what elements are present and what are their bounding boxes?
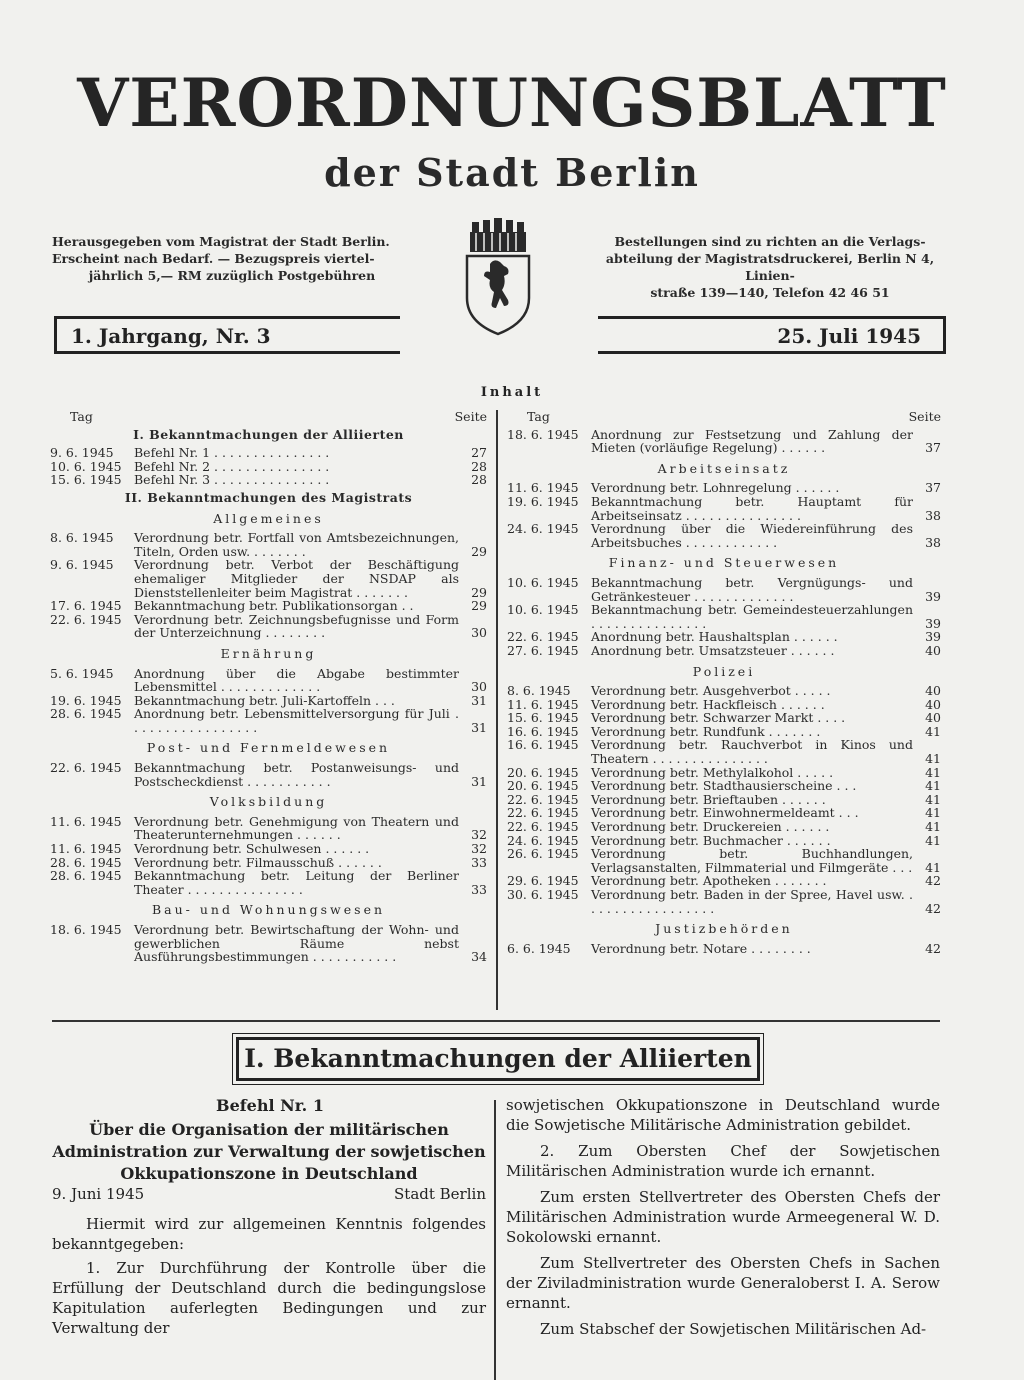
- toc-entry: [50, 667, 487, 694]
- toc-entry-title: Verordnung betr. Lohnregelung . . . . . .: [591, 480, 840, 496]
- toc-entry-page: 37: [925, 440, 941, 456]
- toc-entry: [50, 613, 487, 640]
- order-place: Stadt Berlin: [394, 1185, 486, 1203]
- toc-entry-date: 17. 6. 1945: [50, 598, 122, 614]
- toc-entry: [507, 684, 941, 698]
- toc-column-header: [50, 410, 487, 424]
- toc-entry-page: 41: [925, 791, 941, 807]
- toc-entry-title: Verordnung betr. Stadthausierscheine . . .: [591, 778, 857, 794]
- toc-entry-page: 28: [471, 472, 487, 488]
- toc-entry-date: 22. 6. 1945: [50, 760, 122, 776]
- horizontal-rule: [52, 1020, 940, 1022]
- toc-section-heading: II. Bekanntmachungen des Magistrats: [124, 489, 413, 505]
- article-paragraph: 2. Zum Obersten Chef der Sowjetischen Militärischen Administration wurde ich ernannt.: [506, 1142, 940, 1180]
- masthead-subtitle: der Stadt Berlin: [324, 150, 700, 195]
- toc-entry-date: 18. 6. 1945: [507, 426, 579, 442]
- toc-entry-date: 8. 6. 1945: [50, 530, 114, 546]
- toc-entry-page: 42: [925, 873, 941, 889]
- toc-entry-title: Verordnung betr. Baden in der Spree, Havel usw. . . . . . . . . . . . . . . . . .: [591, 887, 913, 916]
- toc-entry-title: Verordnung betr. Apotheken . . . . . . .: [591, 873, 827, 889]
- order-date: 9. Juni 1945: [52, 1185, 145, 1203]
- toc-entry: [50, 460, 487, 474]
- order-dateline: [52, 1185, 486, 1203]
- toc-entry-title: Verordnung betr. Druckereien . . . . . .: [591, 819, 830, 835]
- toc-entry: [507, 847, 941, 874]
- toc-entry-title: Bekanntmachung betr. Postanweisungs- und Postscheckdienst . . . . . . . . . . .: [134, 760, 459, 789]
- toc-entry-title: Bekanntmachung betr. Gemeindesteuerzahlungen . . . . . . . . . . . . . . .: [591, 602, 913, 631]
- toc-day-label: Tag: [527, 409, 550, 424]
- toc-entry-page: 28: [471, 458, 487, 474]
- toc-entry: [50, 923, 487, 964]
- toc-entry: [507, 834, 941, 848]
- toc-entry-date: 11. 6. 1945: [50, 841, 122, 857]
- toc-entry-date: 9. 6. 1945: [50, 445, 114, 461]
- toc-entry-title: Verordnung betr. Notare . . . . . . . .: [591, 940, 811, 956]
- toc-entry-page: 29: [471, 598, 487, 614]
- toc-entry-title: Verordnung über die Wiedereinführung des Arbeitsbuches . . . . . . . . . . . .: [591, 521, 913, 550]
- toc-entry-title: Befehl Nr. 1 . . . . . . . . . . . . . . .: [134, 445, 330, 461]
- toc-entry-page: 33: [471, 881, 487, 897]
- toc-entry-date: 6. 6. 1945: [507, 940, 571, 956]
- toc-entry-page: 29: [471, 543, 487, 559]
- toc-entry-page: 40: [925, 642, 941, 658]
- article-paragraph: 1. Zur Durchführung der Kontrolle über die Erfüllung der Deutschland durch die bedingungslose Kapitulation auferlegten Bedingungen und zur Verwaltung der: [52, 1259, 486, 1337]
- toc-entry-title: Verordnung betr. Einwohnermeldeamt . . .: [591, 805, 859, 821]
- toc-right-column: [507, 410, 941, 955]
- toc-entry-title: Anordnung betr. Umsatzsteuer . . . . . .: [591, 642, 835, 658]
- toc-entry: [507, 522, 941, 549]
- toc-entry-title: Verordnung betr. Buchhandlungen, Verlagsanstalten, Filmmaterial und Filmgeräte . . .: [591, 846, 913, 875]
- toc-entry: [507, 820, 941, 834]
- publisher-info: [52, 233, 412, 284]
- toc-entry-page: 42: [925, 940, 941, 956]
- toc-entry-title: Anordnung betr. Haushaltsplan . . . . . .: [591, 629, 838, 645]
- toc-entry: [50, 707, 487, 734]
- toc-entry-date: 16. 6. 1945: [507, 737, 579, 753]
- toc-entry-page: 41: [925, 751, 941, 767]
- toc-entry-title: Verordnung betr. Verbot der Beschäftigung ehemaliger Mitglieder der NSDAP als Dienststellenleiter beim Magistrat . . . . . . .: [134, 557, 459, 600]
- toc-entry-date: 22. 6. 1945: [507, 791, 579, 807]
- toc-entry-date: 29. 6. 1945: [507, 873, 579, 889]
- toc-entry: [507, 779, 941, 793]
- toc-entry-page: 41: [925, 859, 941, 875]
- toc-entry: [507, 806, 941, 820]
- toc-entry-page: 41: [925, 723, 941, 739]
- toc-entry-title: Verordnung betr. Genehmigung von Theatern und Theaterunternehmungen . . . . . .: [134, 813, 459, 843]
- toc-entry: [507, 644, 941, 658]
- toc-entry-date: 16. 6. 1945: [507, 723, 579, 739]
- toc-entry: [507, 766, 941, 780]
- toc-category-heading: Bau- und Wohnungswesen: [151, 902, 386, 918]
- toc-entry: [50, 815, 487, 842]
- issue-number: 1. Jahrgang, Nr. 3: [54, 316, 400, 354]
- toc-entry: [50, 842, 487, 856]
- toc-entry-date: 30. 6. 1945: [507, 887, 579, 902]
- toc-page-label: Seite: [908, 409, 941, 424]
- toc-entry-title: Bekanntmachung betr. Leitung der Berliner Theater . . . . . . . . . . . . . . .: [134, 868, 459, 897]
- toc-entry-page: 31: [471, 692, 487, 708]
- toc-entry-page: 38: [925, 534, 941, 550]
- toc-entry-date: 15. 6. 1945: [507, 710, 579, 726]
- toc-day-label: Tag: [70, 409, 93, 424]
- toc-entry: [507, 711, 941, 725]
- toc-column-header: [507, 410, 941, 424]
- toc-entry-date: 22. 6. 1945: [50, 611, 122, 627]
- toc-entry-page: 32: [471, 841, 487, 857]
- toc-entry: [50, 761, 487, 788]
- toc-category-heading: Volksbildung: [209, 794, 328, 810]
- toc-entry-date: 28. 6. 1945: [50, 706, 122, 722]
- toc-entry-title: Anordnung zur Festsetzung und Zahlung der Mieten (vorläufige Regelung) . . . . . .: [591, 426, 913, 456]
- toc-category-heading: Finanz- und Steuerwesen: [608, 555, 840, 571]
- toc-entry-date: 24. 6. 1945: [507, 832, 579, 848]
- toc-entry-page: 34: [471, 949, 487, 965]
- article-paragraph: Zum Stellvertreter des Obersten Chefs in Sachen der Ziviladministration wurde Generaloberst I. A. Serow ernannt.: [506, 1254, 940, 1312]
- toc-entry-title: Verordnung betr. Schwarzer Markt . . . .: [591, 710, 846, 726]
- toc-category-heading: Ernährung: [220, 645, 317, 661]
- toc-entry-date: 27. 6. 1945: [507, 642, 579, 658]
- toc-entry: [50, 446, 487, 460]
- toc-entry-title: Verordnung betr. Zeichnungsbefugnisse und Form der Unterzeichnung . . . . . . . .: [134, 611, 459, 641]
- berlin-bear-crest-icon: [464, 218, 532, 336]
- toc-entry-date: 9. 6. 1945: [50, 557, 114, 573]
- toc-entry-date: 11. 6. 1945: [507, 480, 579, 496]
- toc-entry-title: Anordnung über die Abgabe bestimmter Lebensmittel . . . . . . . . . . . . .: [134, 665, 459, 695]
- article-paragraph: Hiermit wird zur allgemeinen Kenntnis folgendes bekanntgegeben:: [52, 1215, 486, 1253]
- toc-entry-date: 15. 6. 1945: [50, 472, 122, 488]
- toc-entry-title: Verordnung betr. Bewirtschaftung der Wohn- und gewerblichen Räume nebst Ausführungsbestimmungen . . . . . . . . . . .: [134, 922, 459, 965]
- toc-entry-date: 11. 6. 1945: [50, 813, 122, 829]
- toc-entry-page: 30: [471, 625, 487, 641]
- toc-entry-date: 8. 6. 1945: [507, 683, 571, 699]
- toc-entry-page: 37: [925, 480, 941, 496]
- toc-category-heading: Post- und Fernmeldewesen: [146, 740, 391, 756]
- toc-entry-title: Anordnung betr. Lebensmittelversorgung für Juli . . . . . . . . . . . . . . . . .: [134, 706, 459, 735]
- toc-entry-date: 22. 6. 1945: [507, 629, 579, 645]
- toc-entry-title: Befehl Nr. 3 . . . . . . . . . . . . . . .: [134, 472, 330, 488]
- toc-entry-date: 5. 6. 1945: [50, 665, 114, 681]
- toc-entry-title: Verordnung betr. Fortfall von Amtsbezeichnungen, Titeln, Orden usw. . . . . . . .: [134, 530, 459, 559]
- toc-entry-date: 28. 6. 1945: [50, 868, 122, 884]
- toc-entry: [50, 599, 487, 613]
- order-subtitle: Über die Organisation der militärischen Administration zur Verwaltung der sowjetischen Okkupationszone in Deutschland: [52, 1120, 486, 1183]
- toc-entry-page: 31: [471, 719, 487, 735]
- toc-entry-page: 27: [471, 445, 487, 461]
- toc-entry-title: Verordnung betr. Rauchverbot in Kinos und Theatern . . . . . . . . . . . . . . .: [591, 737, 913, 767]
- toc-entry-page: 42: [925, 900, 941, 916]
- column-divider: [494, 1100, 496, 1380]
- section-title: I. Bekanntmachungen der Alliierten: [236, 1037, 760, 1081]
- toc-entry-page: 40: [925, 683, 941, 699]
- toc-entry-page: 38: [925, 507, 941, 523]
- toc-entry-page: 31: [471, 773, 487, 789]
- toc-entry-page: 41: [925, 764, 941, 780]
- toc-entry-page: 39: [925, 588, 941, 604]
- toc-entry: [507, 630, 941, 644]
- toc-entry-title: Bekanntmachung betr. Vergnügungs- und Getränkesteuer . . . . . . . . . . . . .: [591, 574, 913, 604]
- toc-entry-date: 20. 6. 1945: [507, 778, 579, 794]
- toc-entry: [50, 869, 487, 896]
- toc-category-heading: Arbeitseinsatz: [657, 460, 791, 476]
- toc-entry: [50, 531, 487, 558]
- toc-entry: [507, 874, 941, 888]
- toc-entry-page: 41: [925, 805, 941, 821]
- toc-entry-title: Verordnung betr. Buchmacher . . . . . .: [591, 832, 831, 848]
- toc-entry: [507, 725, 941, 739]
- toc-category-heading: Justizbehörden: [655, 921, 793, 937]
- toc-entry-page: 41: [925, 819, 941, 835]
- toc-left-column: [50, 410, 487, 964]
- toc-entry: [50, 473, 487, 487]
- toc-entry-date: 10. 6. 1945: [507, 602, 579, 618]
- toc-entry: [50, 856, 487, 870]
- toc-entry-title: Verordnung betr. Brieftauben . . . . . .: [591, 791, 826, 807]
- toc-entry: [507, 576, 941, 603]
- toc-entry: [50, 558, 487, 599]
- toc-entry-title: Verordnung betr. Schulwesen . . . . . .: [134, 841, 370, 857]
- toc-entry-title: Verordnung betr. Hackfleisch . . . . . .: [591, 696, 825, 712]
- toc-entry: [507, 481, 941, 495]
- toc-entry-date: 10. 6. 1945: [507, 574, 579, 590]
- order-title: Befehl Nr. 1: [216, 1096, 324, 1115]
- toc-entry: [507, 428, 941, 455]
- toc-entry-date: 24. 6. 1945: [507, 521, 579, 537]
- toc-entry: [507, 793, 941, 807]
- toc-entry-page: 29: [471, 584, 487, 600]
- publisher-line: Herausgegeben vom Magistrat der Stadt Berlin.: [52, 234, 390, 249]
- toc-category-heading: Polizei: [692, 663, 756, 679]
- masthead-title: VERORDNUNGSBLATT: [77, 64, 947, 142]
- toc-heading: Inhalt: [480, 385, 544, 400]
- toc-entry-title: Verordnung betr. Methylalkohol . . . . .: [591, 764, 834, 780]
- toc-entry: [507, 495, 941, 522]
- toc-entry-page: 41: [925, 832, 941, 848]
- toc-entry: [507, 603, 941, 630]
- toc-entry-title: Befehl Nr. 2 . . . . . . . . . . . . . . .: [134, 458, 330, 474]
- toc-entry: [507, 698, 941, 712]
- toc-entry-page: 32: [471, 827, 487, 843]
- order-line: Bestellungen sind zu richten an die Verlags-: [614, 234, 926, 249]
- toc-entry-page: 40: [925, 696, 941, 712]
- toc-entry-date: 26. 6. 1945: [507, 846, 579, 862]
- toc-entry-date: 19. 6. 1945: [507, 493, 579, 509]
- publisher-line: jährlich 5,— RM zuzüglich Postgebühren: [88, 268, 376, 283]
- toc-entry-title: Verordnung betr. Rundfunk . . . . . . .: [591, 723, 821, 739]
- toc-entry-page: 33: [471, 854, 487, 870]
- article-left-column: [52, 1214, 486, 1338]
- article-paragraph: Zum ersten Stellvertreter des Obersten Chefs der Militärischen Administration wurde Armeegeneral W. D. Sokolowski ernannt.: [506, 1188, 940, 1246]
- toc-category-heading: Allgemeines: [213, 510, 324, 526]
- order-line: abteilung der Magistratsdruckerei, Berlin N 4, Linien-: [605, 251, 935, 283]
- article-paragraph: Zum Stabschef der Sowjetischen Militärischen Ad-: [540, 1320, 927, 1338]
- order-line: straße 139—140, Telefon 42 46 51: [650, 285, 890, 300]
- article-paragraph: sowjetischen Okkupationszone in Deutschland wurde die Sowjetische Militärische Administration gebildet.: [506, 1096, 940, 1134]
- toc-entry-title: Verordnung betr. Ausgehverbot . . . . .: [591, 683, 831, 699]
- toc-entry: [507, 888, 941, 915]
- toc-entry-date: 22. 6. 1945: [507, 805, 579, 821]
- toc-entry-page: 40: [925, 710, 941, 726]
- toc-divider: [496, 410, 498, 1010]
- toc-entry-date: 11. 6. 1945: [507, 696, 579, 712]
- toc-entry-title: Verordnung betr. Filmausschuß . . . . . .: [134, 854, 382, 870]
- toc-entry-page: 30: [471, 679, 487, 695]
- article-right-column: [506, 1095, 940, 1339]
- toc-entry-title: Bekanntmachung betr. Hauptamt für Arbeitseinsatz . . . . . . . . . . . . . . .: [591, 493, 913, 523]
- publisher-line: Erscheint nach Bedarf. — Bezugspreis viertel-: [52, 251, 375, 266]
- toc-entry: [50, 694, 487, 708]
- order-info: [590, 233, 950, 301]
- toc-entry-date: 28. 6. 1945: [50, 854, 122, 870]
- toc-entry-page: 39: [925, 629, 941, 645]
- toc-page-label: Seite: [454, 409, 487, 424]
- toc-entry-title: Bekanntmachung betr. Publikationsorgan . .: [134, 598, 414, 614]
- toc-entry-page: 41: [925, 778, 941, 794]
- toc-entry-date: 10. 6. 1945: [50, 458, 122, 474]
- toc-entry-date: 20. 6. 1945: [507, 764, 579, 780]
- toc-entry-date: 22. 6. 1945: [507, 819, 579, 835]
- toc-entry-date: 18. 6. 1945: [50, 922, 122, 937]
- issue-date: 25. Juli 1945: [598, 316, 946, 354]
- toc-section-heading: I. Bekanntmachungen der Alliierten: [133, 426, 404, 442]
- toc-entry-title: Bekanntmachung betr. Juli-Kartoffeln . . .: [134, 692, 395, 708]
- toc-entry-date: 19. 6. 1945: [50, 692, 122, 708]
- toc-entry: [507, 738, 941, 765]
- toc-entry-page: 39: [925, 615, 941, 631]
- toc-entry: [507, 942, 941, 956]
